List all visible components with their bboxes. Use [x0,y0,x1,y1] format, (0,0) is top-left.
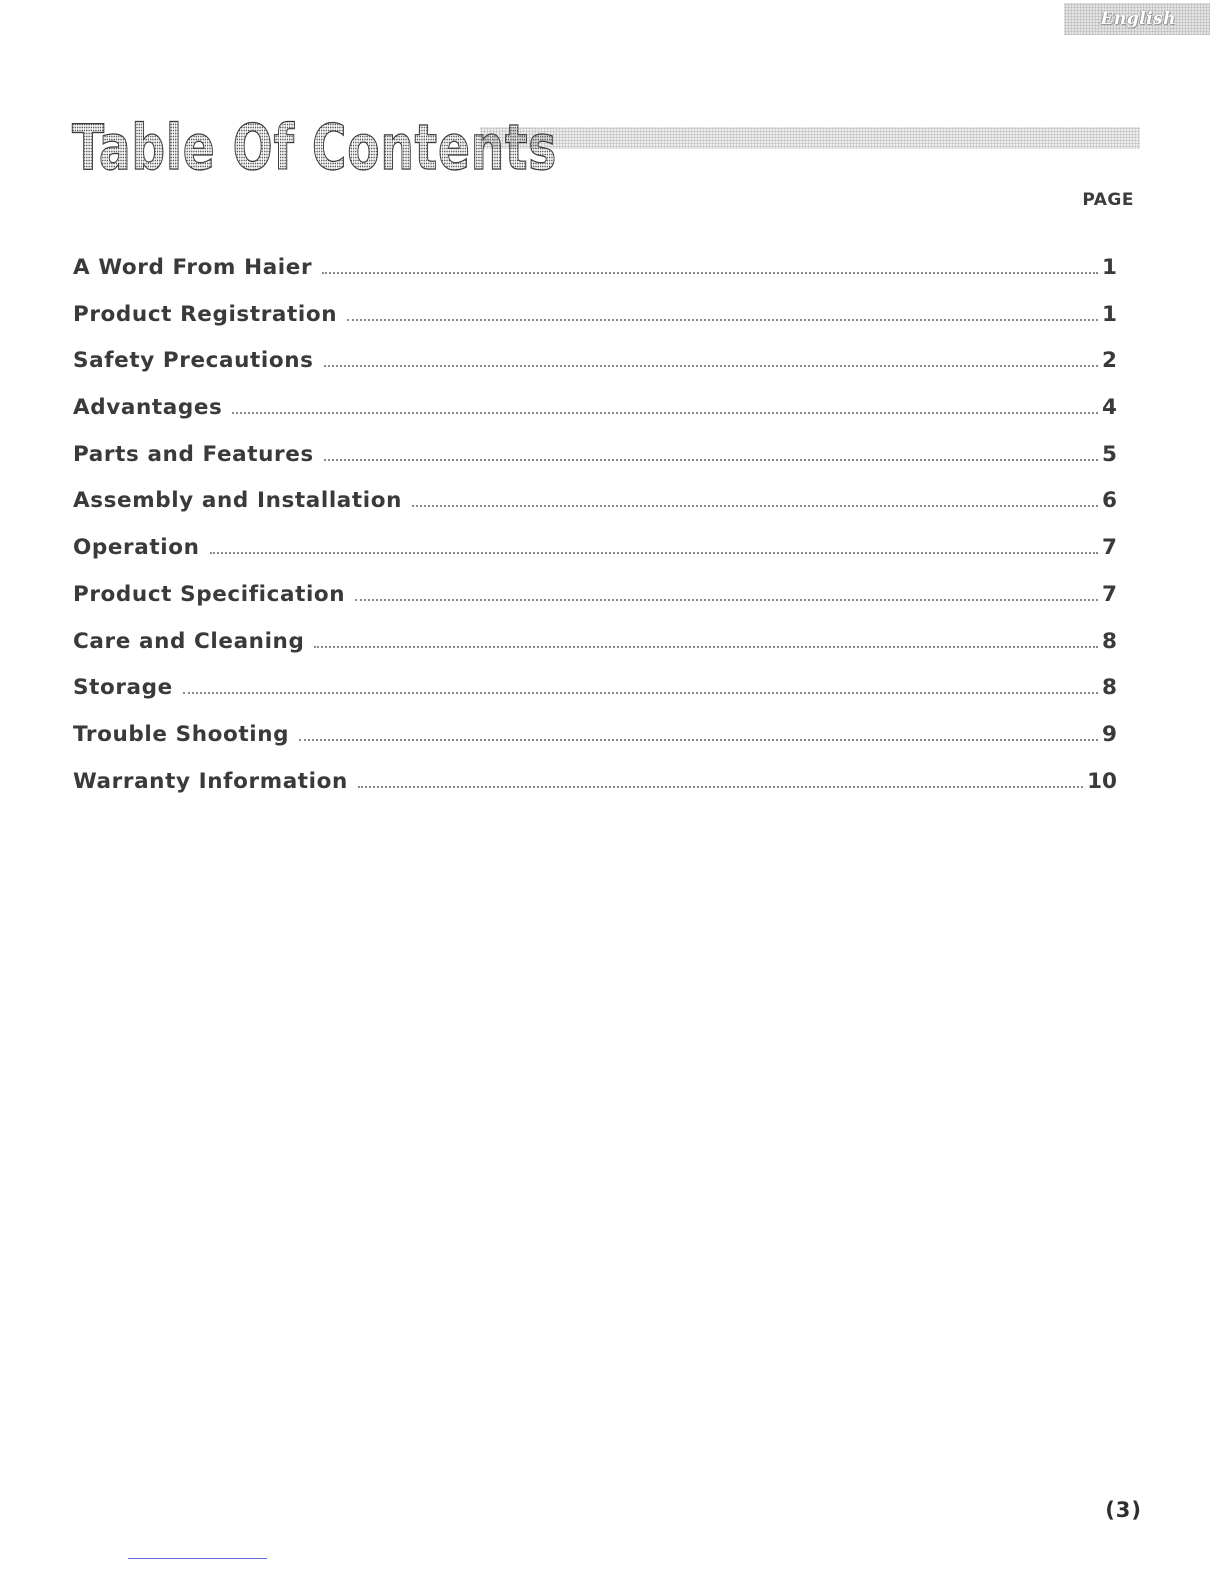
footer-rule [128,1558,267,1559]
dot-leader [347,319,1098,321]
dot-leader [324,459,1098,461]
toc-entry-page: 10 [1087,768,1117,794]
toc-entry-operation[interactable] [73,535,1117,582]
toc-entry-page: 1 [1102,301,1117,327]
toc-entry-label: Advantages [73,395,223,421]
toc-entry-assembly-and-installation[interactable] [73,488,1117,535]
toc-entry-label: Trouble Shooting [73,721,290,747]
toc-entry-label: Product Registration [73,301,338,327]
toc-entry-page: 8 [1102,675,1117,701]
toc-entry-label: Product Specification [73,581,346,607]
toc-entry-storage[interactable] [73,675,1117,722]
table-of-contents [73,255,1117,815]
dot-leader [324,365,1099,367]
toc-entry-a-word-from-haier[interactable] [73,255,1117,302]
toc-entry-label: Parts and Features [73,441,314,467]
toc-entry-label: Assembly and Installation [73,488,403,514]
dot-leader [210,552,1099,554]
toc-entry-label: Operation [73,535,200,561]
dot-leader [232,412,1098,414]
toc-entry-page: 9 [1102,721,1117,747]
dot-leader [299,739,1098,741]
toc-entry-page: 5 [1102,441,1117,467]
language-tab-label: English [1100,9,1176,29]
toc-entry-label: Safety Precautions [73,348,314,374]
toc-entry-page: 7 [1102,581,1117,607]
toc-entry-label: Warranty Information [73,768,348,794]
dot-leader [412,505,1098,507]
page-column-header: PAGE [1082,190,1134,210]
toc-entry-product-specification[interactable] [73,582,1117,629]
title-decoration-band [480,127,1140,149]
toc-entry-advantages[interactable] [73,395,1117,442]
page-number: (3) [1105,1498,1142,1522]
dot-leader [355,599,1098,601]
toc-entry-page: 8 [1102,628,1117,654]
page-title: Table Of Contents [72,108,557,188]
toc-entry-trouble-shooting[interactable] [73,722,1117,769]
dot-leader [314,646,1098,648]
toc-entry-label: Storage [73,675,173,701]
toc-entry-safety-precautions[interactable] [73,348,1117,395]
language-tab [1064,3,1210,35]
toc-entry-page: 2 [1102,348,1117,374]
toc-entry-page: 4 [1102,395,1117,421]
dot-leader [183,692,1098,694]
toc-entry-parts-and-features[interactable] [73,442,1117,489]
dot-leader [358,786,1083,788]
toc-entry-page: 1 [1102,255,1117,280]
toc-entry-care-and-cleaning[interactable] [73,629,1117,676]
toc-entry-product-registration[interactable] [73,302,1117,349]
toc-entry-page: 7 [1102,535,1117,561]
toc-entry-label: A Word From Haier [73,255,313,280]
toc-entry-label: Care and Cleaning [73,628,305,654]
dot-leader [322,272,1098,274]
toc-entry-page: 6 [1102,488,1117,514]
toc-entry-warranty-information[interactable] [73,769,1117,816]
